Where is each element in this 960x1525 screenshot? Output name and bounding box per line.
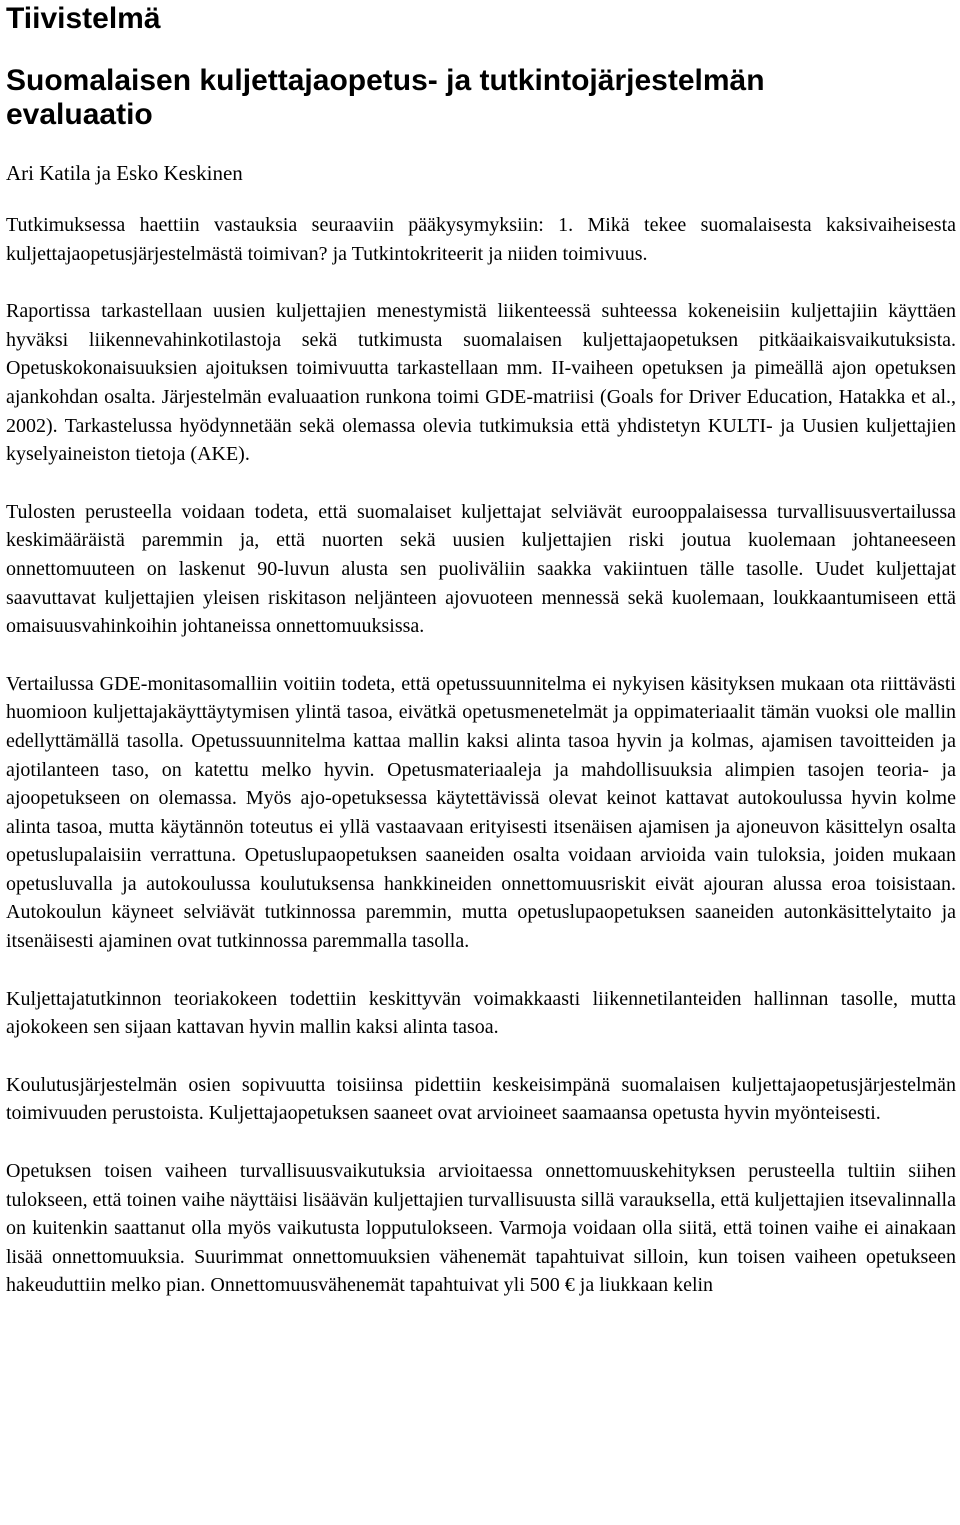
paragraph-system-compatibility: Koulutusjärjestelmän osien sopivuutta toisiinsa pidettiin keskeisimpänä suomalaisen kuljettajaopetusjärjestelmän toimivuuden perustoista. Kuljettajaopetuksen saaneet ovat arvioineet saamaansa opetusta hyvin myönteisesti. [6, 1073, 956, 1125]
paragraph-research-questions: Tutkimuksessa haettiin vastauksia seuraaviin pääkysymyksiin: 1. Mikä tekee suomalaisesta kaksivaiheisesta kuljettajaopetusjärjestelmästä toimivan? ja Tutkintokriteerit ja niiden toimivuus. [6, 214, 956, 265]
authors: Ari Katila ja Esko Keskinen [6, 161, 243, 185]
report-title: Suomalaisen kuljettajaopetus- ja tutkintojärjestelmän evaluaatio [6, 64, 765, 131]
paragraph-driving-test: Kuljettajatutkinnon teoriakokeen todettiin keskittyvän voimakkaasti liikennetilanteiden hallinnan tasolle, mutta ajokokeen sen sijaan kattavan hyvin mallin kaksi alinta tasoa. [6, 987, 956, 1039]
paragraph-results: Tulosten perusteella voidaan todeta, että suomalaiset kuljettajat selviävät eurooppalaisessa turvallisuusvertailussa keskimääräistä paremmin ja, että nuorten sekä uusien kuljettajien riski joutua kuolemaan johtaneeseen onnettomuuteen on laskenut 90-luvun alusta sen puoliväliin saakka vakiintuen tälle tasolle. Uudet kuljettajat saavuttavat kuljettajien yleisen riskitason neljänteen ajovuoteen mennessä sekä kuolemaan, loukkaantumiseen että omaisuusvahinkoihin johtaneissa onnettomuuksissa. [6, 500, 956, 638]
page-title: Tiivistelmä [6, 2, 161, 35]
paragraph-gde-comparison: Vertailussa GDE-monitasomalliin voitiin todeta, että opetussuunnitelma ei nykyisen käsityksen mukaan ota riittävästi huomioon kuljettajakäyttäytymisen ylintä tasoa, eivätkä opetusmenetelmät ja oppimateriaalit tämän vuoksi ole mallin edellyttämällä tasolla. Opetussuunnitelma kattaa mallin kaksi alinta tasoa hyvin ja kolmas, ajamisen tavoitteiden ja ajotilanteen taso, on katettu melko hyvin. Opetusmateriaaleja ja mahdollisuuksia alimpien tasojen teoria- ja ajoopetukseen on olemassa. Myös ajo-opetuksessa käytettävissä olevat keinot kattavat autokoulussa hyvin kolme alinta tasoa, mutta käytännön toteutus ei yllä vastaavaan erityisesti itsenäisen ajamisen ja ajoneuvon käsittelyn osalta opetuslupalaisiin verrattuna. Opetuslupaopetuksen saaneiden osalta voidaan arvioida vain tuloksia, joiden mukaan opetusluvalla ja autokoulussa koulutuksensa hankkineiden onnettomuusriskit eivät ajouran alussa eroa toisistaan. Autokoulun käyneet selviävät tutkinnossa paremmin, mutta opetuslupaopetuksen saaneiden autonkäsittelytaito ja itsenäisesti ajaminen ovat tutkinnossa paremmalla tasolla. [6, 672, 956, 953]
paragraph-report-scope: Raportissa tarkastellaan uusien kuljettajien menestymistä liikenteessä suhteessa kokeneisiin kuljettajiin käyttäen hyväksi liikennevahinkotilastoja sekä tutkimusta suomalaisen kuljettajaopetuksen pitkäaikaisvaikutuksista. Opetuskokonaisuuksien ajoituksen toimivuutta tarkastellaan mm. II-vaiheen opetuksen ja pimeällä ajon opetuksen ajankohdan osalta. Järjestelmän evaluaation runkona toimi GDE-matriisi (Goals for Driver Education, Hatakka et al., 2002). Tarkastelussa hyödynnetään sekä olemassa olevia tutkimuksia että yhdistetyn KULTI- ja Uusien kuljettajien kyselyaineiston tietoja (AKE). [6, 300, 956, 466]
document-page [6, 0, 956, 1300]
paragraph-second-phase: Opetuksen toisen vaiheen turvallisuusvaikutuksia arvioitaessa onnettomuuskehityksen perusteella tultiin siihen tulokseen, että toinen vaihe näyttäisi lisäävän kuljettajien turvallisuusta sillä varauksella, että kuljettajien itsevalinnalla on kuitenkin saattanut olla myös vaikutusta lopputulokseen. Varmoja voidaan olla siitä, että toinen vaihe ei ainakaan lisää onnettomuuksia. Suurimmat onnettomuuksien vähenemät tapahtuivat silloin, kun toisen vaiheen opetukseen hakeuduttiin melko pian. Onnettomuusvähenemät tapahtuivat yli 500 € ja liukkaan kelin [6, 1160, 956, 1297]
